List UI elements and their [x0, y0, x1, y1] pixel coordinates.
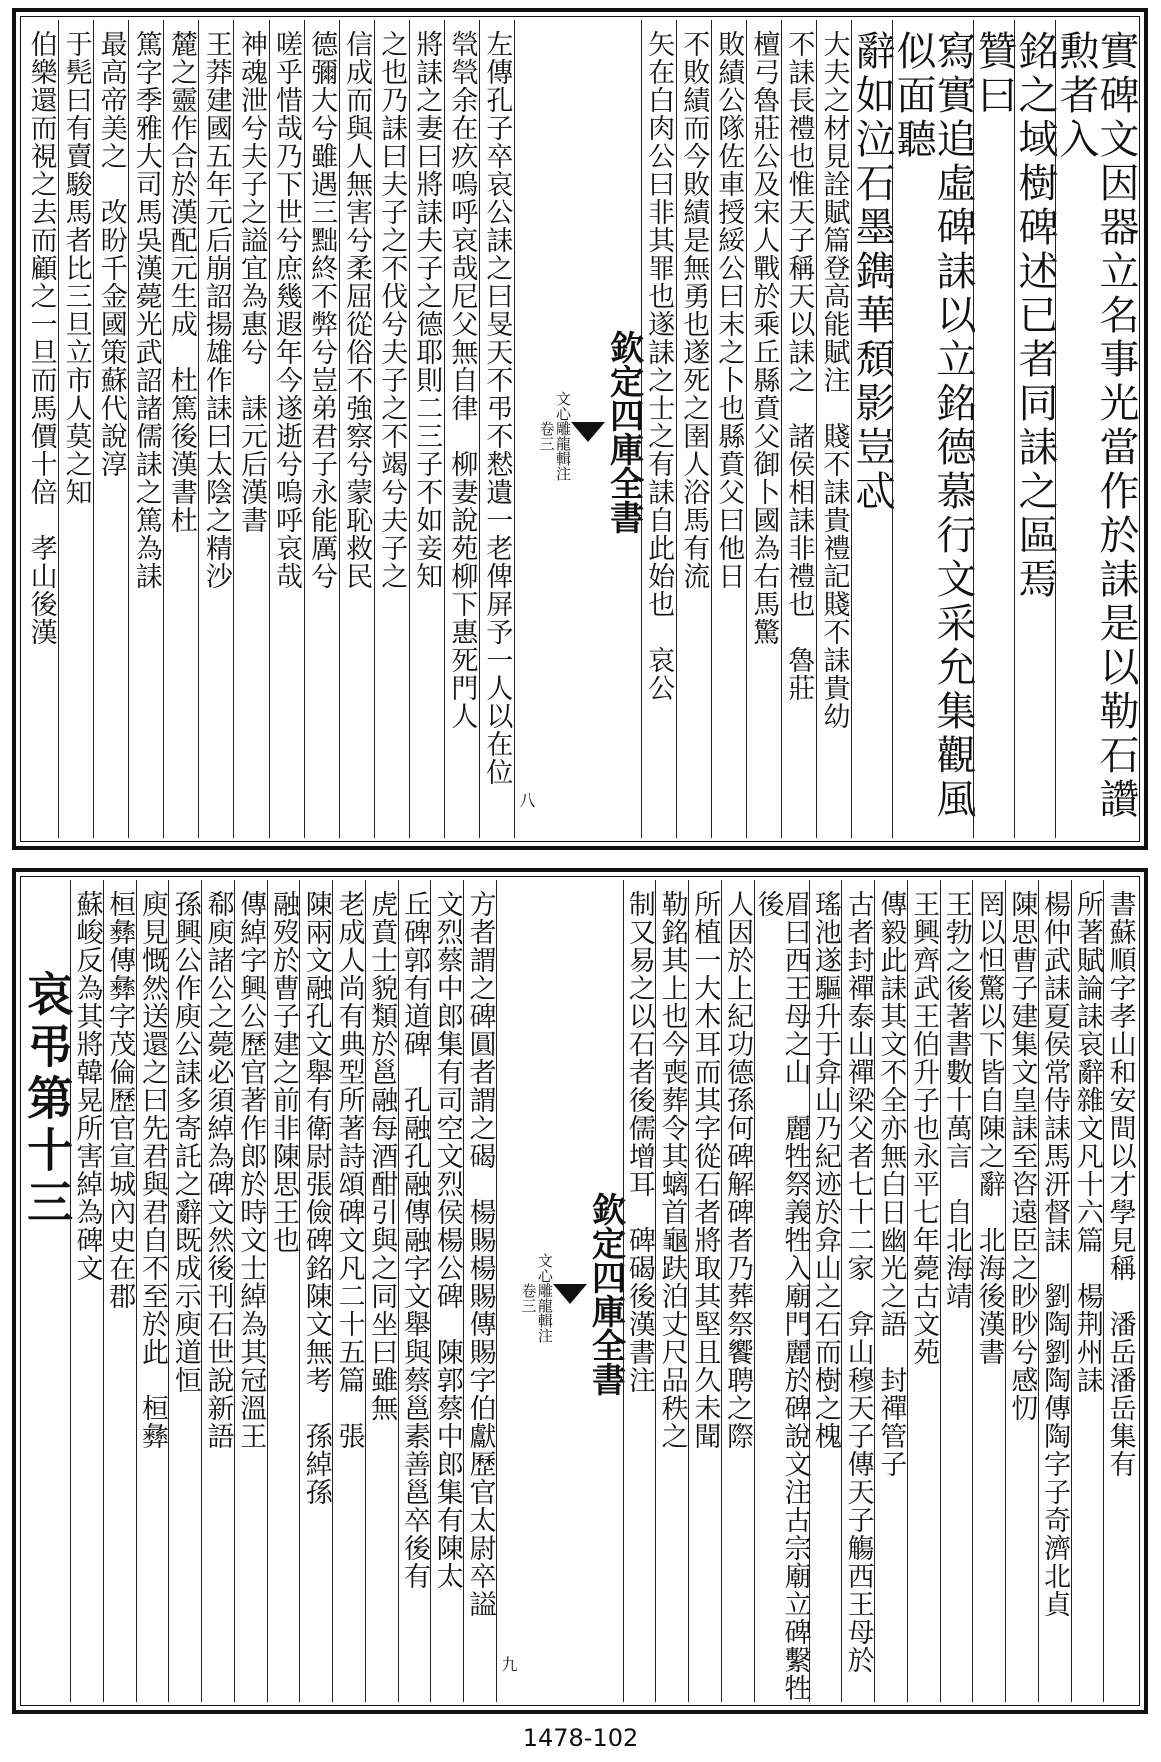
book-title: 文心雕龍輯注 — [535, 1253, 554, 1343]
text-column: 傳毅此誄其文不全亦無白日幽光之語 封禪管子 — [874, 880, 907, 1702]
volume-label: 卷三 — [537, 421, 556, 451]
text-column: 不誄長禮也惟天子稱天以誄之 諸侯相誄非禮也 魯莊 — [781, 20, 816, 838]
text-column: 文烈蔡中郎集有司空文烈侯楊公碑 陳郭蔡中郎集有陳太 — [430, 880, 463, 1702]
text-column: 將誄之妻曰將誄夫子之德耶則二三子不如妾知 — [409, 20, 444, 838]
text-column: 實碑文因器立名事光當作於誄是以勒石讚勲者入 — [1055, 20, 1136, 838]
text-column: 蘇峻反為其將韓晃所害綽為碑文 — [70, 880, 103, 1702]
text-column: 嗟乎惜哉乃下世兮庶幾遐年今遂逝兮嗚呼哀哉 — [269, 20, 304, 838]
text-column: 不敗績而今敗績是無勇也遂死之圉人浴馬有流 — [676, 20, 711, 838]
bottom-page-columns — [20, 880, 1136, 1702]
text-column: 楊仲武誄夏侯常侍誄馬汧督誄 劉陶劉陶傳陶字子奇濟北貞 — [1038, 880, 1071, 1702]
text-column: 銘之域樹碑述已者同誄之區焉 — [1014, 20, 1055, 838]
text-column: 辭如泣石墨鐫華頹影豈忒 — [851, 20, 892, 838]
text-column: 書蘇順字孝山和安間以才學見稱 潘岳潘岳集有 — [1103, 880, 1136, 1702]
text-column: 庾見慨然送還之曰先君與君自不至於此 桓彝 — [136, 880, 169, 1702]
text-column: 人因於上紀功德孫何碑解碑者乃葬祭饗聘之際 — [721, 880, 754, 1702]
text-column: 大夫之材見詮賦篇登高能賦注 賤不誄貴禮記賤不誄貴幼 — [816, 20, 851, 838]
text-column: 郗庾諸公之薨必須綽為碑文然後刊石世說新語 — [201, 880, 234, 1702]
text-column: 古者封禪泰山禪梁父者七十二家 弇山穆天子傳天子觴西王母於 — [841, 880, 874, 1702]
text-column: 王莽建國五年元后崩詔揚雄作誄曰太陰之精沙 — [198, 20, 233, 838]
page-reference: 1478-102 — [522, 1724, 639, 1752]
volume-label: 卷三 — [519, 1283, 538, 1313]
book-title: 文心雕龍輯注 — [553, 391, 572, 481]
fishtail-ornament — [571, 422, 605, 442]
text-column: 麓之靈作合於漢配元生成 杜篤後漢書杜 — [163, 20, 198, 838]
text-column: 篤字季雅大司馬吳漢薨光武詔諸儒誄之篤為誄 — [128, 20, 163, 838]
center-gutter — [514, 20, 644, 838]
text-column: 眉曰西王母之山 麗牲祭義牲入廟門麗於碑說文注古宗廟立碑繫牲後 — [754, 880, 809, 1702]
text-column: 于髡曰有賣駿馬者比三旦立市人莫之知 — [58, 20, 93, 838]
center-gutter — [496, 880, 626, 1702]
text-column: 制又易之以石者後儒增耳 碑碣後漢書注 — [623, 880, 656, 1702]
top-page-columns — [24, 20, 1139, 838]
text-column: 陳思曹子建集文皇誄至咨遠臣之眇眇兮感忉 — [1005, 880, 1038, 1702]
text-column: 陳兩文融孔文舉有衛尉張儉碑銘陳文無考 孫綽孫 — [299, 880, 332, 1702]
text-column: 王興齊武王伯升子也永平七年薨古文苑 — [907, 880, 940, 1702]
text-column: 傳綽字興公歷官著作郎於時文士綽為其冠溫王 — [234, 880, 267, 1702]
text-column: 敗績公隊佐車授綏公曰末之卜也縣賁父曰他日 — [711, 20, 746, 838]
page-number: 九 — [498, 1656, 518, 1672]
text-column: 德彌大兮雖遇三黜終不弊兮豈弟君子永能厲兮 — [304, 20, 339, 838]
text-column: 瑤池遂驅升于弇山乃紀迹於弇山之石而樹之槐 — [809, 880, 842, 1702]
text-column: 勒銘其上也今喪葬令其螭首龜趺泊丈尺品秩之 — [655, 880, 688, 1702]
fishtail-ornament — [553, 1284, 587, 1304]
chapter-title: 哀弔第十三 — [20, 970, 75, 1230]
text-column: 左傳孔子卒哀公誄之曰旻天不弔不慭遺一老俾屏予一人以在位 — [479, 20, 514, 838]
text-column: 贊曰 — [973, 20, 1014, 838]
text-column: 信成而與人無害兮柔屈從俗不強察兮蒙恥救民 — [339, 20, 374, 838]
text-column: 伯樂還而視之去而顧之一旦而馬價十倍 孝山後漢 — [25, 30, 57, 646]
library-title: 欽定四庫全書 — [603, 330, 644, 534]
text-column: 寫實追虛碑誄以立銘德慕行文采允集觀風似面聽 — [892, 20, 973, 838]
bottom-page — [12, 868, 1148, 1714]
text-column: 王勃之後著書數十萬言 自北海靖 — [940, 880, 973, 1702]
page-number: 八 — [516, 792, 536, 808]
text-column: 方者謂之碑圓者謂之碣 楊賜楊賜傳賜字伯獻歷官太尉卒謚 — [463, 880, 496, 1702]
text-column: 檀弓魯莊公及宋人戰於乘丘縣賁父御卜國為右馬驚 — [746, 20, 781, 838]
text-column: 桓彝傳彝字茂倫歷官宣城內史在郡 — [103, 880, 136, 1702]
text-column: 最高帝美之 改盼千金國策蘇代說淳 — [93, 20, 128, 838]
text-column: 丘碑郭有道碑 孔融孔融傳融字文舉與蔡邕素善邕卒後有 — [398, 880, 431, 1702]
text-column: 之也乃誄曰夫子之不伐兮夫子之不竭兮夫子之 — [374, 20, 409, 838]
text-column: 虎賁士貌類於邕融每酒酣引與之同坐曰雖無 — [365, 880, 398, 1702]
text-column: 融歿於曹子建之前非陳思王也 — [267, 880, 300, 1702]
text-column: 孫興公作庾公誄多寄託之辭既成示庾道恒 — [168, 880, 201, 1702]
text-column: 煢煢余在疚嗚呼哀哉尼父無自律 柳妻說苑柳下惠死門人 — [444, 20, 479, 838]
top-page — [12, 8, 1148, 850]
text-column: 矢在白肉公曰非其罪也遂誄之士之有誄自此始也 哀公 — [641, 20, 676, 838]
text-column: 罔以怛驚以下皆自陳之辭 北海後漢書 — [972, 880, 1005, 1702]
text-column: 所植一大木耳而其字從石者將取其堅且久未聞 — [688, 880, 721, 1702]
text-column: 神魂泄兮夫子之謚宜為惠兮 誄元后漢書 — [233, 20, 268, 838]
library-title: 欽定四庫全書 — [585, 1192, 626, 1396]
text-column: 老成人尚有典型所著詩頌碑文凡二十五篇 張 — [332, 880, 365, 1702]
text-column: 所著賦論誄哀辭雜文凡十六篇 楊荆州誄 — [1071, 880, 1104, 1702]
